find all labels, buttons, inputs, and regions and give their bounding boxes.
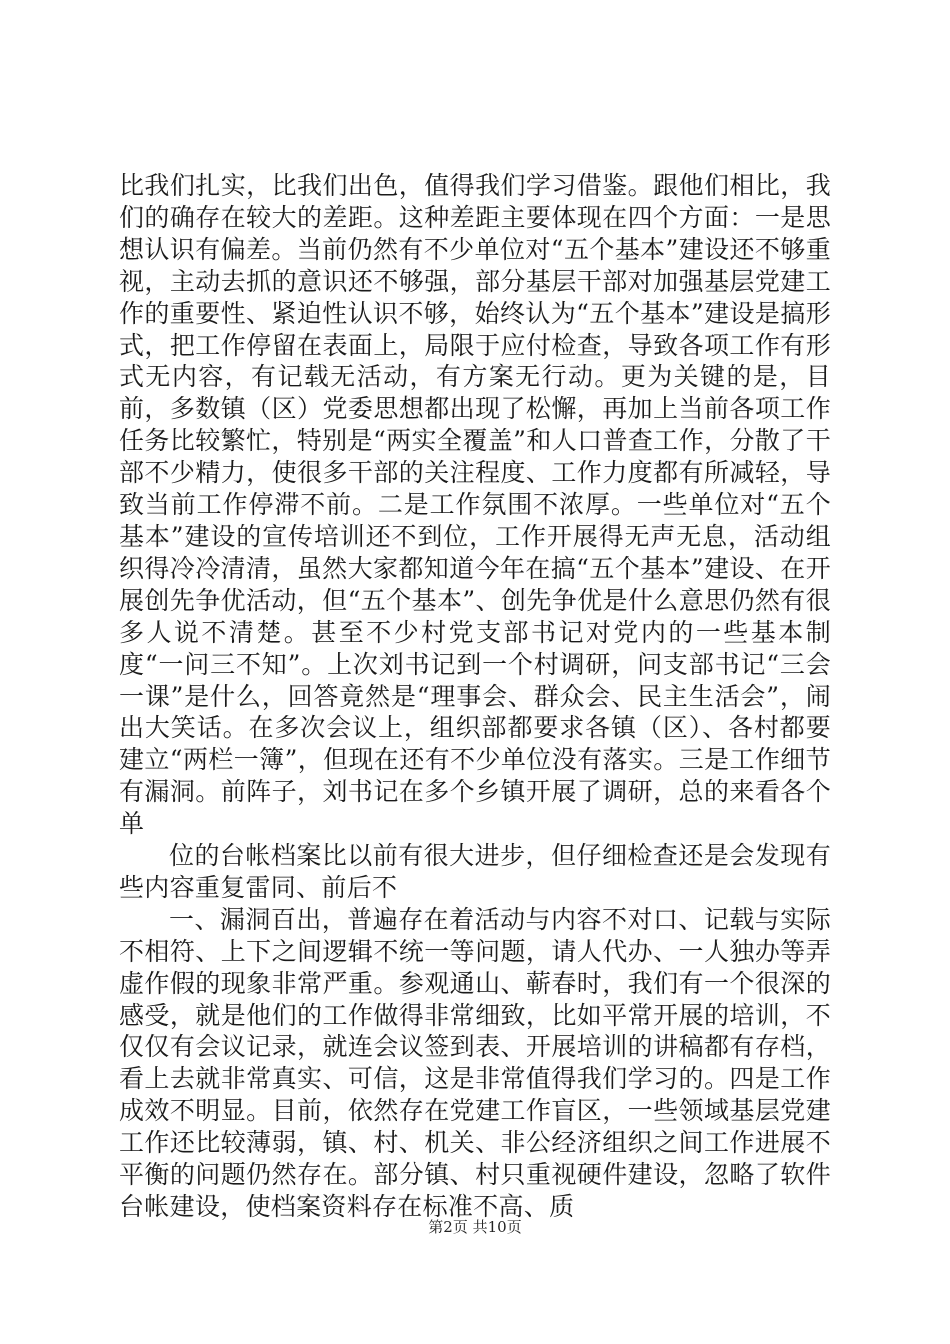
paragraph-2: 位的台帐档案比以前有很大进步，但仔细检查还是会发现有些内容重复雷同、前后不	[119, 841, 831, 902]
document-body	[119, 170, 831, 1223]
paragraph-1: 比我们扎实，比我们出色，值得我们学习借鉴。跟他们相比，我们的确存在较大的差距。这种差距主要体现在四个方面：一是思想认识有偏差。当前仍然有不少单位对“五个基本”建设还不够重视，主动去抓的意识还不够强，部分基层干部对加强基层党建工作的重要性、紧迫性认识不够，始终认为“五个基本”建设是搞形式，把工作停留在表面上，局限于应付检查，导致各项工作有形式无内容，有记载无活动，有方案无行动。更为关键的是，目前，多数镇（区）党委思想都出现了松懈，再加上当前各项工作任务比较繁忙，特别是“两实全覆盖”和人口普查工作，分散了干部不少精力，使很多干部的关注程度、工作力度都有所减轻，导致当前工作停滞不前。二是工作氛围不浓厚。一些单位对“五个基本”建设的宣传培训还不到位，工作开展得无声无息，活动组织得冷冷清清，虽然大家都知道今年在搞“五个基本”建设、在开展创先争优活动，但“五个基本”、创先争优是什么意思仍然有很多人说不清楚。甚至不少村党支部书记对党内的一些基本制度“一问三不知”。上次刘书记到一个村调研，问支部书记“三会一课”是什么，回答竟然是“理事会、群众会、民主生活会”，闹出大笑话。在多次会议上，组织部都要求各镇（区）、各村都要建立“两栏一簿”，但现在还有不少单位没有落实。三是工作细节有漏洞。前阵子，刘书记在多个乡镇开展了调研，总的来看各个单	[119, 171, 831, 839]
paragraph-3: 一、漏洞百出，普遍存在着活动与内容不对口、记载与实际不相符、上下之间逻辑不统一等问题，请人代办、一人独办等弄虚作假的现象非常严重。参观通山、蕲春时，我们有一个很深的感受，就是他们的工作做得非常细致，比如平常开展的培训，不仅仅有会议记录，就连会议签到表、开展培训的讲稿都有存档，看上去就非常真实、可信，这是非常值得我们学习的。四是工作成效不明显。目前，依然存在党建工作盲区，一些领域基层党建工作还比较薄弱，镇、村、机关、非公经济组织之间工作进展不平衡的问题仍然存在。部分镇、村只重视硬件建设，忽略了软件台帐建设，使档案资料存在标准不高、质	[119, 904, 831, 1221]
page-number-footer: 第2页 共10页	[428, 1218, 522, 1236]
